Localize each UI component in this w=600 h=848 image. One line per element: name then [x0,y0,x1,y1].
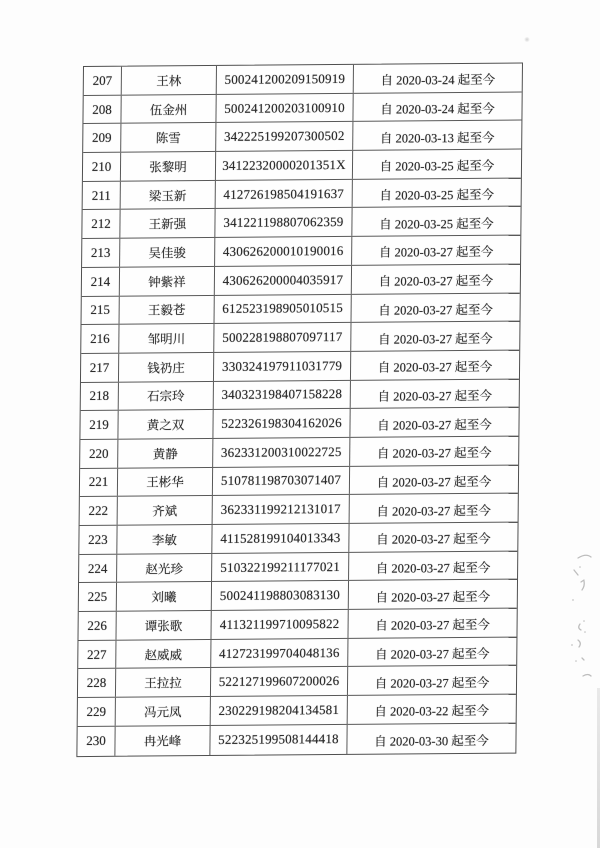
table-row [84,64,522,96]
id-number-cell: 522127199607200026 [211,667,348,696]
id-number-cell: 412726198504191637 [216,180,353,209]
period-cell: 自 2020-03-24 起至今 [380,73,496,89]
row-number-cell: 224 [79,554,117,582]
id-number-cell: 342225199207300502 [216,122,353,151]
person-name-cell: 陈雪 [121,123,216,151]
row-number-cell: 213 [82,239,120,267]
row-number-cell: 207 [84,67,122,95]
row-number-cell: 220 [80,440,118,468]
person-name-cell: 黄静 [118,439,213,467]
id-number-cell: 500241198803083130 [212,581,349,610]
person-name-cell: 冉光峰 [115,726,210,755]
id-number-cell: 612523198905010515 [215,294,352,323]
row-number-cell: 212 [82,210,120,238]
period-cell: 自 2020-03-24 起至今 [380,101,495,117]
person-name-cell: 李敏 [117,525,212,553]
id-number-cell: 500241200203100910 [216,94,353,123]
table-row [81,322,519,354]
person-name-cell: 王拉拉 [116,668,211,696]
period-cell: 自 2020-03-27 起至今 [378,273,494,289]
period-cell: 自 2020-03-22 起至今 [374,704,490,720]
period-cell: 自 2020-03-27 起至今 [377,360,493,375]
row-number-cell: 225 [79,583,117,611]
person-name-cell: 伍金州 [121,95,216,123]
person-name-cell: 石宗玲 [119,382,214,410]
table-row [79,580,517,612]
period-cell: 自 2020-03-27 起至今 [374,675,490,691]
row-number-cell: 209 [83,124,121,152]
table-row [81,350,519,382]
roster-table [76,63,523,757]
id-number-cell: 430626200010190016 [215,237,352,266]
id-number-cell: 510781198703071407 [213,467,350,496]
row-number-cell: 216 [81,325,119,353]
period-cell: 自 2020-03-27 起至今 [378,302,493,318]
row-number-cell: 222 [80,497,118,525]
row-number-cell: 226 [78,612,116,640]
person-name-cell: 吴佳骏 [120,238,215,266]
period-cell: 自 2020-03-25 起至今 [379,159,495,175]
id-number-cell: 500241200209150919 [217,65,354,94]
row-number-cell: 228 [78,669,116,697]
person-name-cell: 刘曦 [117,582,212,610]
id-number-cell: 362331200310022725 [213,438,350,467]
person-name-cell: 钱礽庄 [119,353,214,381]
id-number-cell: 341221198807062359 [215,208,352,237]
person-name-cell: 黄之双 [118,410,213,438]
period-cell: 自 2020-03-27 起至今 [375,589,491,605]
person-name-cell: 王毅苍 [120,295,215,323]
table-row [82,236,520,268]
period-cell: 自 2020-03-30 起至今 [374,733,489,749]
row-number-cell: 215 [82,296,120,324]
person-name-cell: 钟紫祥 [120,267,215,295]
person-name-cell: 张黎明 [121,152,216,180]
period-cell: 自 2020-03-27 起至今 [374,646,490,662]
table-row [83,121,521,153]
table-row [82,264,520,296]
row-number-cell: 229 [78,698,116,726]
table-row [78,695,516,727]
person-name-cell: 梁玉新 [121,181,216,209]
row-number-cell: 214 [82,268,120,296]
pen-smudge-marks [558,548,600,693]
id-number-cell: 230229198204134581 [211,696,348,725]
table-body [77,64,522,756]
table-row [77,723,515,755]
person-name-cell: 王林 [122,66,217,94]
table-row [78,637,516,669]
period-cell: 自 2020-03-27 起至今 [375,560,491,576]
period-cell: 自 2020-03-27 起至今 [376,474,492,490]
scan-speck [524,37,530,42]
period-cell: 自 2020-03-25 起至今 [379,216,494,232]
id-number-cell: 340323198407158228 [214,380,351,409]
period-cell: 自 2020-03-27 起至今 [378,245,494,261]
table-row [79,551,517,583]
row-number-cell: 211 [83,181,121,209]
id-number-cell: 362331199212131017 [213,495,350,524]
id-number-cell: 411321199710095822 [211,610,348,639]
period-cell: 自 2020-03-27 起至今 [377,331,493,347]
row-number-cell: 219 [80,411,118,439]
person-name-cell: 赵光珍 [117,554,212,582]
period-cell: 自 2020-03-27 起至今 [375,618,490,634]
table-row [83,92,521,124]
person-name-cell: 齐斌 [118,496,213,524]
id-number-cell: 34122320000201351X [216,151,353,180]
table-row [81,379,519,411]
table-row [78,609,516,641]
id-number-cell: 510322199211177021 [212,553,349,582]
id-number-cell: 430626200004035917 [215,266,352,295]
table-row [78,666,516,698]
person-name-cell: 邹明川 [119,324,214,352]
id-number-cell: 500228198807097117 [214,323,351,352]
period-cell: 自 2020-03-25 起至今 [379,187,495,203]
id-number-cell: 330324197911031779 [214,352,351,381]
person-name-cell: 谭张歌 [116,611,211,639]
table-row [80,408,518,440]
table-row [82,293,520,325]
person-name-cell: 赵威威 [116,640,211,668]
table-row [80,494,518,526]
period-cell: 自 2020-03-27 起至今 [376,503,492,519]
period-cell: 自 2020-03-27 起至今 [377,388,493,404]
period-cell: 自 2020-03-27 起至今 [377,417,492,433]
row-number-cell: 208 [83,95,121,123]
row-number-cell: 221 [80,468,118,496]
period-cell: 自 2020-03-27 起至今 [376,532,491,548]
table-row [80,437,518,469]
person-name-cell: 王新强 [120,209,215,237]
row-number-cell: 218 [81,382,119,410]
id-number-cell: 411528199104013343 [212,524,349,553]
row-number-cell: 230 [77,727,115,756]
table-row [79,523,517,555]
table-row [80,465,518,497]
table-row [83,178,521,210]
person-name-cell: 王彬华 [118,468,213,496]
id-number-cell: 522325199508144418 [210,725,347,755]
person-name-cell: 冯元凤 [116,697,211,725]
id-number-cell: 522326198304162026 [213,409,350,438]
row-number-cell: 227 [78,641,116,669]
row-number-cell: 223 [79,526,117,554]
period-cell: 自 2020-03-27 起至今 [376,446,492,461]
row-number-cell: 217 [81,354,119,382]
table-row [82,207,520,239]
id-number-cell: 412723199704048136 [211,639,348,668]
period-cell: 自 2020-03-13 起至今 [379,130,495,146]
row-number-cell: 210 [83,153,121,181]
table-row [83,150,521,182]
